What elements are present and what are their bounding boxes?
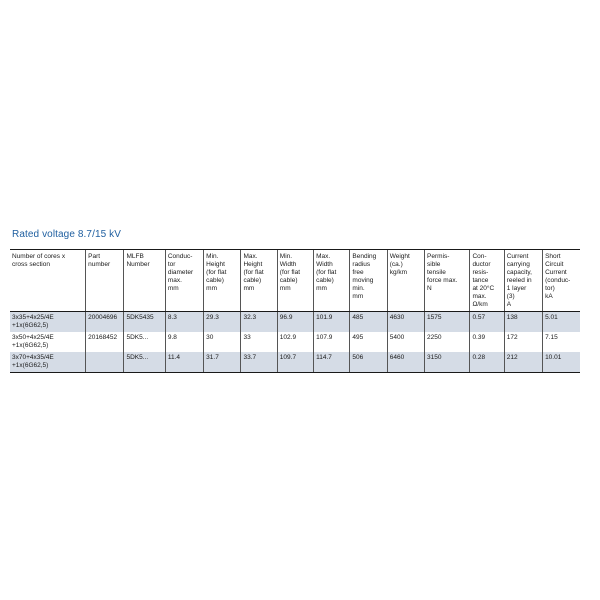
column-header-text: resis-: [472, 269, 489, 276]
table-cell-text: 31.7: [206, 354, 219, 361]
table-cell-text: 101.9: [316, 314, 333, 321]
column-header: [314, 250, 350, 312]
column-header-text: mm: [279, 285, 291, 292]
column-header: [387, 250, 424, 312]
table-cell: [204, 332, 241, 352]
column-header-text: cable): [279, 277, 298, 284]
column-header-text: number: [88, 261, 111, 268]
table-cell-text: 109.7: [279, 354, 297, 361]
column-header: [86, 250, 124, 312]
table-cell-text: 4630: [389, 314, 405, 321]
table-cell: [86, 332, 124, 352]
table-cell: [165, 312, 203, 333]
table-cell-text: +1x(6G62,5): [12, 362, 49, 369]
column-header: [10, 250, 86, 312]
column-header-text: A: [506, 301, 512, 308]
table-cell-text: 5DK5...: [126, 354, 149, 361]
table-cell: [504, 352, 542, 373]
table-cell-text: 0.28: [472, 354, 486, 361]
table-cell: [124, 312, 165, 333]
table-cell-text: 10.01: [545, 354, 562, 361]
column-header-text: tance: [472, 277, 489, 284]
column-header-text: kA: [545, 293, 553, 300]
table-row: [10, 312, 580, 333]
column-header-text: Current: [506, 253, 529, 260]
table-cell: [543, 352, 580, 373]
column-header: [241, 250, 277, 312]
table-header: [10, 250, 580, 312]
table-cell: [241, 312, 277, 333]
column-header: [165, 250, 203, 312]
table-cell-text: 485: [352, 314, 364, 321]
table-cell-text: 1575: [427, 314, 442, 321]
table-cell: [470, 352, 504, 373]
column-header-text: (3): [506, 293, 515, 300]
column-header-text: force max.: [427, 277, 458, 284]
table-cell-text: 102.9: [279, 334, 297, 341]
table-cell: [387, 332, 424, 352]
table-cell-text: 114.7: [316, 354, 332, 361]
column-header-text: max.: [167, 277, 182, 284]
table-cell: [124, 332, 165, 352]
column-header-text: Part: [88, 253, 101, 260]
table-cell-text: 20004696: [88, 314, 118, 321]
table-cell: [314, 312, 350, 333]
table-cell: [470, 332, 504, 352]
column-header-text: Number of cores x: [12, 253, 66, 260]
table-cell: [543, 332, 580, 352]
table-cell-text: 3x35+4x25/4E: [12, 314, 54, 321]
column-header-text: tor): [545, 285, 555, 292]
table-cell: [241, 352, 277, 373]
column-header-text: min.: [352, 285, 365, 292]
column-header-text: Circuit: [545, 261, 564, 268]
table-cell: [165, 332, 203, 352]
table-cell-text: 96.9: [279, 314, 293, 321]
column-header-text: cross section: [12, 261, 50, 268]
column-header: [124, 250, 165, 312]
column-header-text: Conduc-: [167, 253, 193, 260]
column-header-text: Ω/km: [472, 301, 488, 308]
table-cell: [470, 312, 504, 333]
column-header-text: mm: [243, 285, 255, 292]
table-cell: [204, 312, 241, 333]
column-header-text: (for flat: [316, 269, 337, 276]
column-header-text: kg/km: [389, 269, 408, 276]
column-header-text: ductor: [472, 261, 491, 268]
table-cell-text: 30: [206, 334, 214, 341]
column-header-text: Width: [279, 261, 297, 268]
table-cell-text: 29.3: [206, 314, 219, 321]
column-header-text: Current: [545, 269, 567, 276]
column-header-text: Height: [243, 261, 263, 268]
column-header-text: at 20°C: [472, 285, 495, 292]
table-cell-text: 5400: [389, 334, 405, 341]
table-cell: [350, 352, 387, 373]
column-header-text: Permis-: [427, 253, 450, 260]
table-cell: [86, 312, 124, 333]
column-header: [504, 250, 542, 312]
column-header-text: cable): [243, 277, 262, 284]
table-cell: [350, 312, 387, 333]
column-header-text: mm: [167, 285, 179, 292]
column-header-text: mm: [316, 285, 327, 292]
table-cell: [543, 312, 580, 333]
column-header-text: (ca.): [389, 261, 403, 268]
column-header-text: sible: [427, 261, 441, 268]
table-cell: [10, 312, 86, 333]
table-cell-text: 33: [243, 334, 251, 341]
column-header-text: diameter: [167, 269, 194, 276]
column-header: [204, 250, 241, 312]
table-cell: [425, 332, 470, 352]
table-cell: [387, 352, 424, 373]
column-header: [425, 250, 470, 312]
table-cell-text: 107.9: [316, 334, 333, 341]
table-cell-text: 11.4: [167, 354, 181, 361]
column-header: [470, 250, 504, 312]
table-cell-text: 20168452: [88, 334, 118, 341]
table-cell: [86, 352, 124, 373]
column-header-text: Con-: [472, 253, 487, 260]
column-header-text: (for flat: [243, 269, 264, 276]
column-header-text: cable): [316, 277, 334, 284]
table-cell: [350, 332, 387, 352]
table-cell: [504, 312, 542, 333]
column-header-text: carrying: [506, 261, 530, 268]
table-cell-text: 172: [506, 334, 518, 341]
table-cell: [10, 352, 86, 373]
table-cell: [124, 352, 165, 373]
table-cell-text: 0.39: [472, 334, 486, 341]
table-cell: [425, 312, 470, 333]
column-header-text: mm: [206, 285, 218, 292]
table-body: [10, 312, 580, 373]
table-cell-text: 138: [506, 314, 518, 321]
table-cell: [425, 352, 470, 373]
table-cell-text: 32.3: [243, 314, 257, 321]
table-cell: [241, 332, 277, 352]
table-cell: [387, 312, 424, 333]
table-cell-text: 2250: [427, 334, 442, 341]
table-cell-text: 0.57: [472, 314, 486, 321]
section-title: Rated voltage 8.7/15 kV: [12, 229, 122, 240]
table-cell-text: 495: [352, 334, 364, 341]
table-cell-text: 3x70+4x35/4E: [12, 354, 54, 361]
table-cell-text: +1x(6G62,5): [12, 342, 49, 349]
table-cell-text: 7.15: [545, 334, 558, 341]
table-cell: [277, 312, 313, 333]
column-header-text: mm: [352, 293, 364, 300]
column-header: [277, 250, 313, 312]
column-header-text: Max.: [316, 253, 331, 260]
column-header-text: free: [352, 269, 364, 276]
column-header-text: MLFB: [126, 253, 144, 260]
table-cell: [277, 332, 313, 352]
column-header-text: reeled in: [506, 277, 532, 284]
table-cell-text: 5DK5435: [126, 314, 154, 321]
table-cell-text: 9.8: [167, 334, 177, 341]
column-header-text: Min.: [279, 253, 293, 260]
table-cell-text: 8.3: [167, 314, 177, 321]
column-header-text: Min.: [206, 253, 219, 260]
column-header-text: Bending: [352, 253, 377, 260]
column-header-text: Max.: [243, 253, 258, 260]
column-header: [543, 250, 580, 312]
table-cell-text: 3150: [427, 354, 442, 361]
table-cell-text: +1x(6G62,5): [12, 322, 49, 329]
table-cell: [314, 352, 350, 373]
table-cell: [504, 332, 542, 352]
column-header-text: capacity,: [506, 269, 532, 276]
column-header-text: tensile: [427, 269, 446, 276]
table-cell: [165, 352, 203, 373]
table-cell-text: 506: [352, 354, 364, 361]
table-cell-text: 5.01: [545, 314, 558, 321]
cable-spec-table: [10, 249, 580, 373]
column-header-text: radius: [352, 261, 371, 268]
table-cell-text: 6460: [389, 354, 405, 361]
column-header-text: cable): [206, 277, 224, 284]
column-header-text: moving: [352, 277, 374, 284]
table-cell-text: 33.7: [243, 354, 257, 361]
column-header-text: max.: [472, 293, 487, 300]
column-header-text: (conduc-: [545, 277, 571, 284]
column-header-text: 1 layer: [506, 285, 527, 292]
column-header-text: Number: [126, 261, 150, 268]
table-cell: [277, 352, 313, 373]
column-header: [350, 250, 387, 312]
table-row: [10, 332, 580, 352]
table-cell: [10, 332, 86, 352]
table-header-row: [10, 250, 580, 312]
table-row: [10, 352, 580, 373]
column-header-text: (for flat: [206, 269, 227, 276]
column-header-text: (for flat: [279, 269, 301, 276]
table-cell: [314, 332, 350, 352]
column-header-text: tor: [167, 261, 176, 268]
column-header-text: Weight: [389, 253, 410, 260]
table-cell-text: 5DK5...: [126, 334, 149, 341]
column-header-text: Height: [206, 261, 225, 268]
table-cell-text: 3x50+4x25/4E: [12, 334, 54, 341]
column-header-text: Short: [545, 253, 561, 260]
column-header-text: Width: [316, 261, 333, 268]
table-cell-text: 212: [506, 354, 518, 361]
column-header-text: N: [427, 285, 432, 292]
table-cell: [204, 352, 241, 373]
